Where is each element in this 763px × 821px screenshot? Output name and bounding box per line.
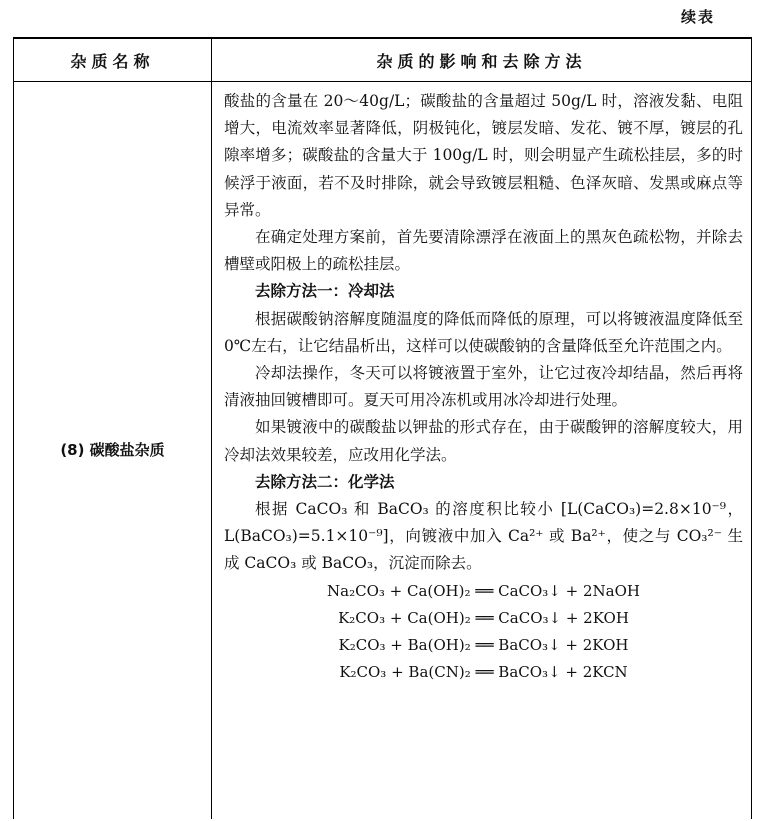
paragraph-cooling-operation: 冷却法操作，冬天可以将镀液置于室外，让它过夜冷却结晶，然后再将清液抽回镀槽即可。夏天可用冷冻机或用冰冷却进行处理。 bbox=[224, 364, 743, 410]
equation-2: K₂CO₃ + Ca(OH)₂ ══ CaCO₃↓ + 2KOH bbox=[338, 608, 629, 627]
paragraph-carbonate-effects: 酸盐的含量在 20～40g/L；碳酸盐的含量超过 50g/L 时，溶液发黏、电阻增大，电流效率显著降低，阴极钝化，镀层发暗、发花、镀不厚，镀层的孔隙率增多；碳酸盐的含量大于 100g/L 时，则会明显产生疏松挂层，多的时候浮于液面，若不及时排除，就会导致镀层粗糙、色泽灰暗、发黑或麻点等异常。 bbox=[224, 92, 743, 219]
paragraph-potassium-note: 如果镀液中的碳酸盐以钾盐的形式存在，由于碳酸钾的溶解度较大，用冷却法效果较差，应改用化学法。 bbox=[224, 418, 743, 464]
paragraph-cooling-principle: 根据碳酸钠溶解度随温度的降低而降低的原理，可以将镀液温度降低至 0℃左右，让它结晶析出，这样可以使碳酸钠的含量降低至允许范围之内。 bbox=[224, 309, 743, 355]
method-two-heading: 去除方法二：化学法 bbox=[255, 472, 395, 491]
header-effect-and-removal: 杂质的影响和去除方法 bbox=[212, 38, 752, 82]
paragraph-pre-treatment: 在确定处理方案前，首先要清除漂浮在液面上的黑灰色疏松物，并除去槽壁或阳极上的疏松挂层。 bbox=[224, 228, 743, 274]
effect-removal-cell bbox=[212, 82, 752, 820]
header-impurity-name: 杂质名称 bbox=[14, 38, 212, 82]
impurity-name-cell: (8) 碳酸盐杂质 bbox=[14, 82, 212, 820]
equation-3: K₂CO₃ + Ba(OH)₂ ══ BaCO₃↓ + 2KOH bbox=[338, 636, 629, 655]
continued-label: 续表 bbox=[680, 8, 715, 26]
paragraph-chemical-principle: 根据 CaCO₃ 和 BaCO₃ 的溶度积比较小 [L(CaCO₃)=2.8×10⁻⁹，L(BaCO₃)=5.1×10⁻⁹]，向镀液中加入 Ca²⁺ 或 Ba²⁺，使之与 CO₃²⁻ 生成 CaCO₃ 或 BaCO₃，沉淀而除去。 bbox=[224, 500, 743, 573]
equation-4: K₂CO₃ + Ba(CN)₂ ══ BaCO₃↓ + 2KCN bbox=[339, 663, 628, 682]
impurity-table bbox=[13, 37, 752, 819]
table-header-row bbox=[14, 38, 752, 82]
equation-1: Na₂CO₃ + Ca(OH)₂ ══ CaCO₃↓ + 2NaOH bbox=[327, 581, 640, 600]
table-row bbox=[14, 82, 752, 820]
method-one-heading: 去除方法一：冷却法 bbox=[255, 282, 395, 301]
